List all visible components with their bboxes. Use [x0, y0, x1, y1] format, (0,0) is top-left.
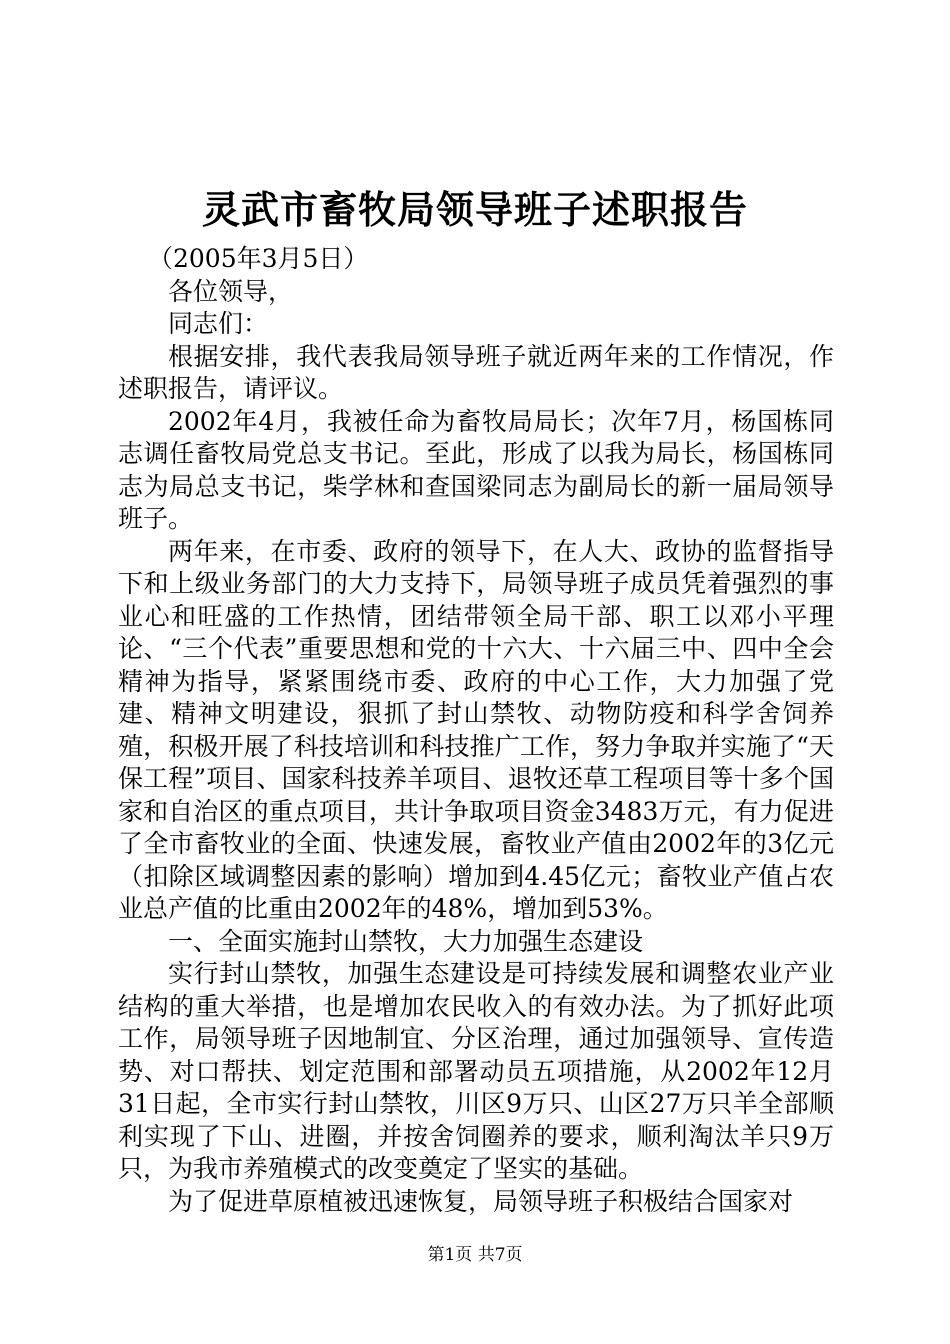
paragraph-vegetation: 为了促进草原植被迅速恢复，局领导班子积极结合国家对 [168, 1186, 794, 1216]
report-date: （2005年3月5日） [148, 244, 369, 273]
paragraph-grazing-ban: 实行封山禁牧，加强生态建设是可持续发展和调整农业产业结构的重大举措，也是增加农民收入的有效办法。为了抓好此项工作，局领导班子因地制宜、分区治理，通过加强领导、宣传造势、对口帮扶、划定范围和部署动员五项措施，从2002年12月31日起，全市实行封山禁牧，川区9万只、山区27万只羊全部顺利实现了下山、进圈，并按舍饲圈养的要求，顺利淘汰羊只9万只，为我市养殖模式的改变奠定了坚实的基础。 [118, 959, 834, 1183]
document-title: 灵武市畜牧局领导班子述职报告 [201, 187, 748, 232]
salutation-leaders: 各位领导， [168, 276, 294, 306]
paragraph-intro: 根据安排，我代表我局领导班子就近两年来的工作情况，作述职报告，请评议。 [118, 341, 834, 403]
page-footer: 第1页 共7页 [427, 1245, 523, 1265]
paragraph-overview: 两年来，在市委、政府的领导下，在人大、政协的监督指导下和上级业务部门的大力支持下，局领导班子成员凭着强烈的事业心和旺盛的工作热情，团结带领全局干部、职工以邓小平理论、“三个代表”重要思想和党的十六大、十六届三中、四中全会精神为指导，紧紧围绕市委、政府的中心工作，大力加强了党建、精神文明建设，狠抓了封山禁牧、动物防疫和科学舍饲养殖，积极开展了科技培训和科技推广工作，努力争取并实施了“天保工程”项目、国家科技养羊项目、退牧还草工程项目等十多个国家和自治区的重点项目，共计争取项目资金3483万元，有力促进了全市畜牧业的全面、快速发展，畜牧业产值由2002年的3亿元（扣除区域调整因素的影响）增加到4.45亿元；畜牧业产值占农业总产值的比重由2002年的48%，增加到53%。 [118, 536, 834, 923]
paragraph-team-formation: 2002年4月，我被任命为畜牧局局长；次年7月，杨国栋同志调任畜牧局党总支书记。至此，形成了以我为局长，杨国栋同志为局总支书记，柴学林和查国梁同志为副局长的新一届局领导班子。 [118, 406, 834, 533]
section-heading-1: 一、全面实施封山禁牧，大力加强生态建设 [168, 926, 644, 956]
document-body [118, 243, 834, 1218]
salutation-comrades: 同志们： [168, 309, 269, 338]
